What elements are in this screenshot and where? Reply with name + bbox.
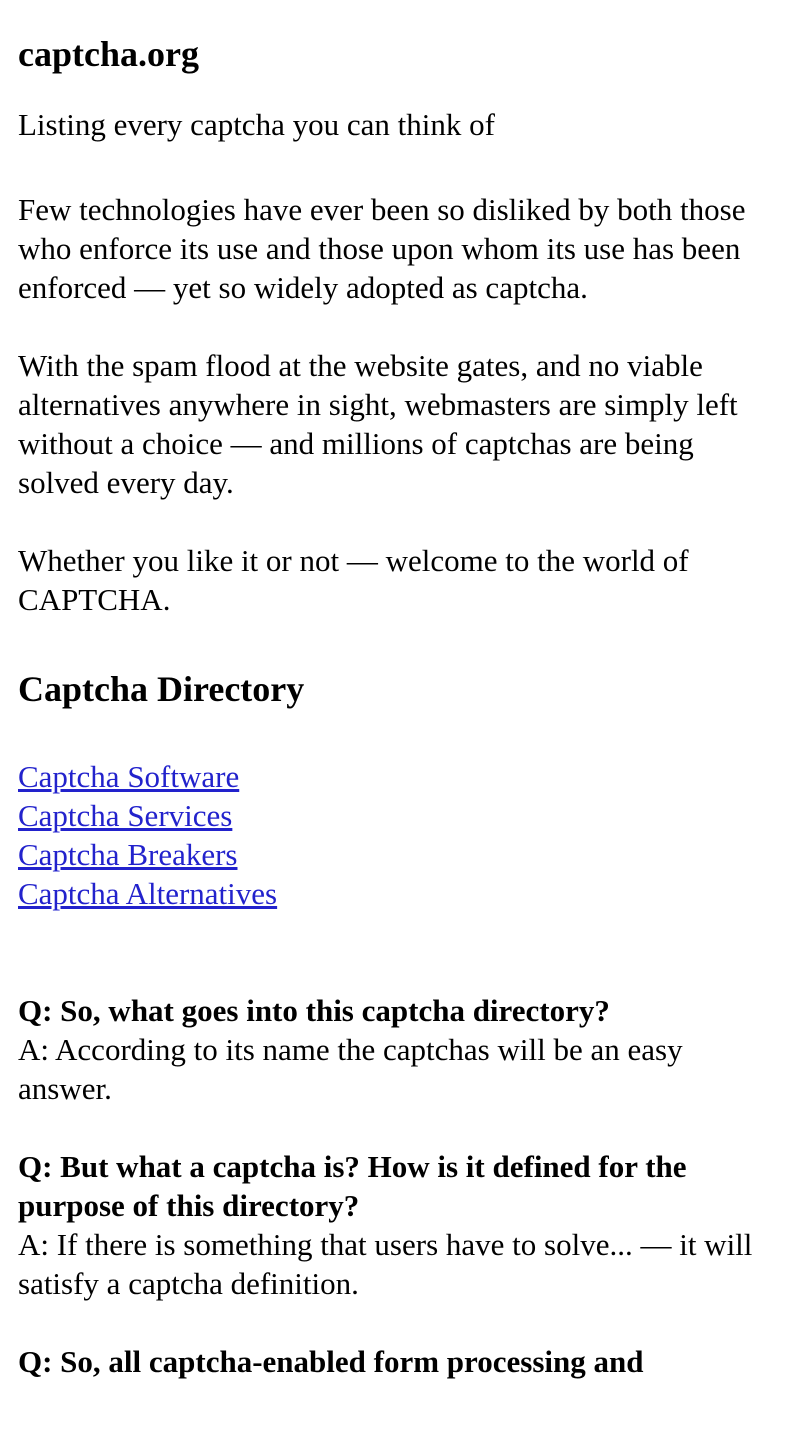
faq-section [18,991,769,1381]
faq-item [18,991,769,1108]
link-captcha-software[interactable]: Captcha Software [18,759,240,794]
faq-question: Q: So, what goes into this captcha directory? [18,993,610,1028]
site-title: captcha.org [18,34,199,74]
link-captcha-alternatives[interactable]: Captcha Alternatives [18,876,278,911]
faq-answer: A: If there is something that users have to solve... — it will satisfy a captcha definition. [18,1227,753,1301]
faq-question: Q: So, all captcha-enabled form processing and [18,1344,644,1379]
faq-item [18,1147,769,1303]
intro-paragraph: Whether you like it or not — welcome to the world of CAPTCHA. [18,543,689,617]
page [0,33,787,1381]
faq-item [18,1342,769,1381]
link-captcha-services[interactable]: Captcha Services [18,798,233,833]
intro-paragraph: Few technologies have ever been so disliked by both those who enforce its use and those upon whom its use has been enforced — yet so widely adopted as captcha. [18,192,746,305]
directory-links [18,757,769,913]
faq-answer: A: According to its name the captchas will be an easy answer. [18,1032,683,1106]
faq-question: Q: But what a captcha is? How is it defined for the purpose of this directory? [18,1149,687,1223]
directory-heading: Captcha Directory [18,669,305,709]
intro-paragraph: With the spam flood at the website gates, and no viable alternatives anywhere in sight, webmasters are simply left without a choice — and millions of captchas are being solved every day. [18,348,738,500]
site-tagline: Listing every captcha you can think of [18,107,495,142]
link-captcha-breakers[interactable]: Captcha Breakers [18,837,238,872]
